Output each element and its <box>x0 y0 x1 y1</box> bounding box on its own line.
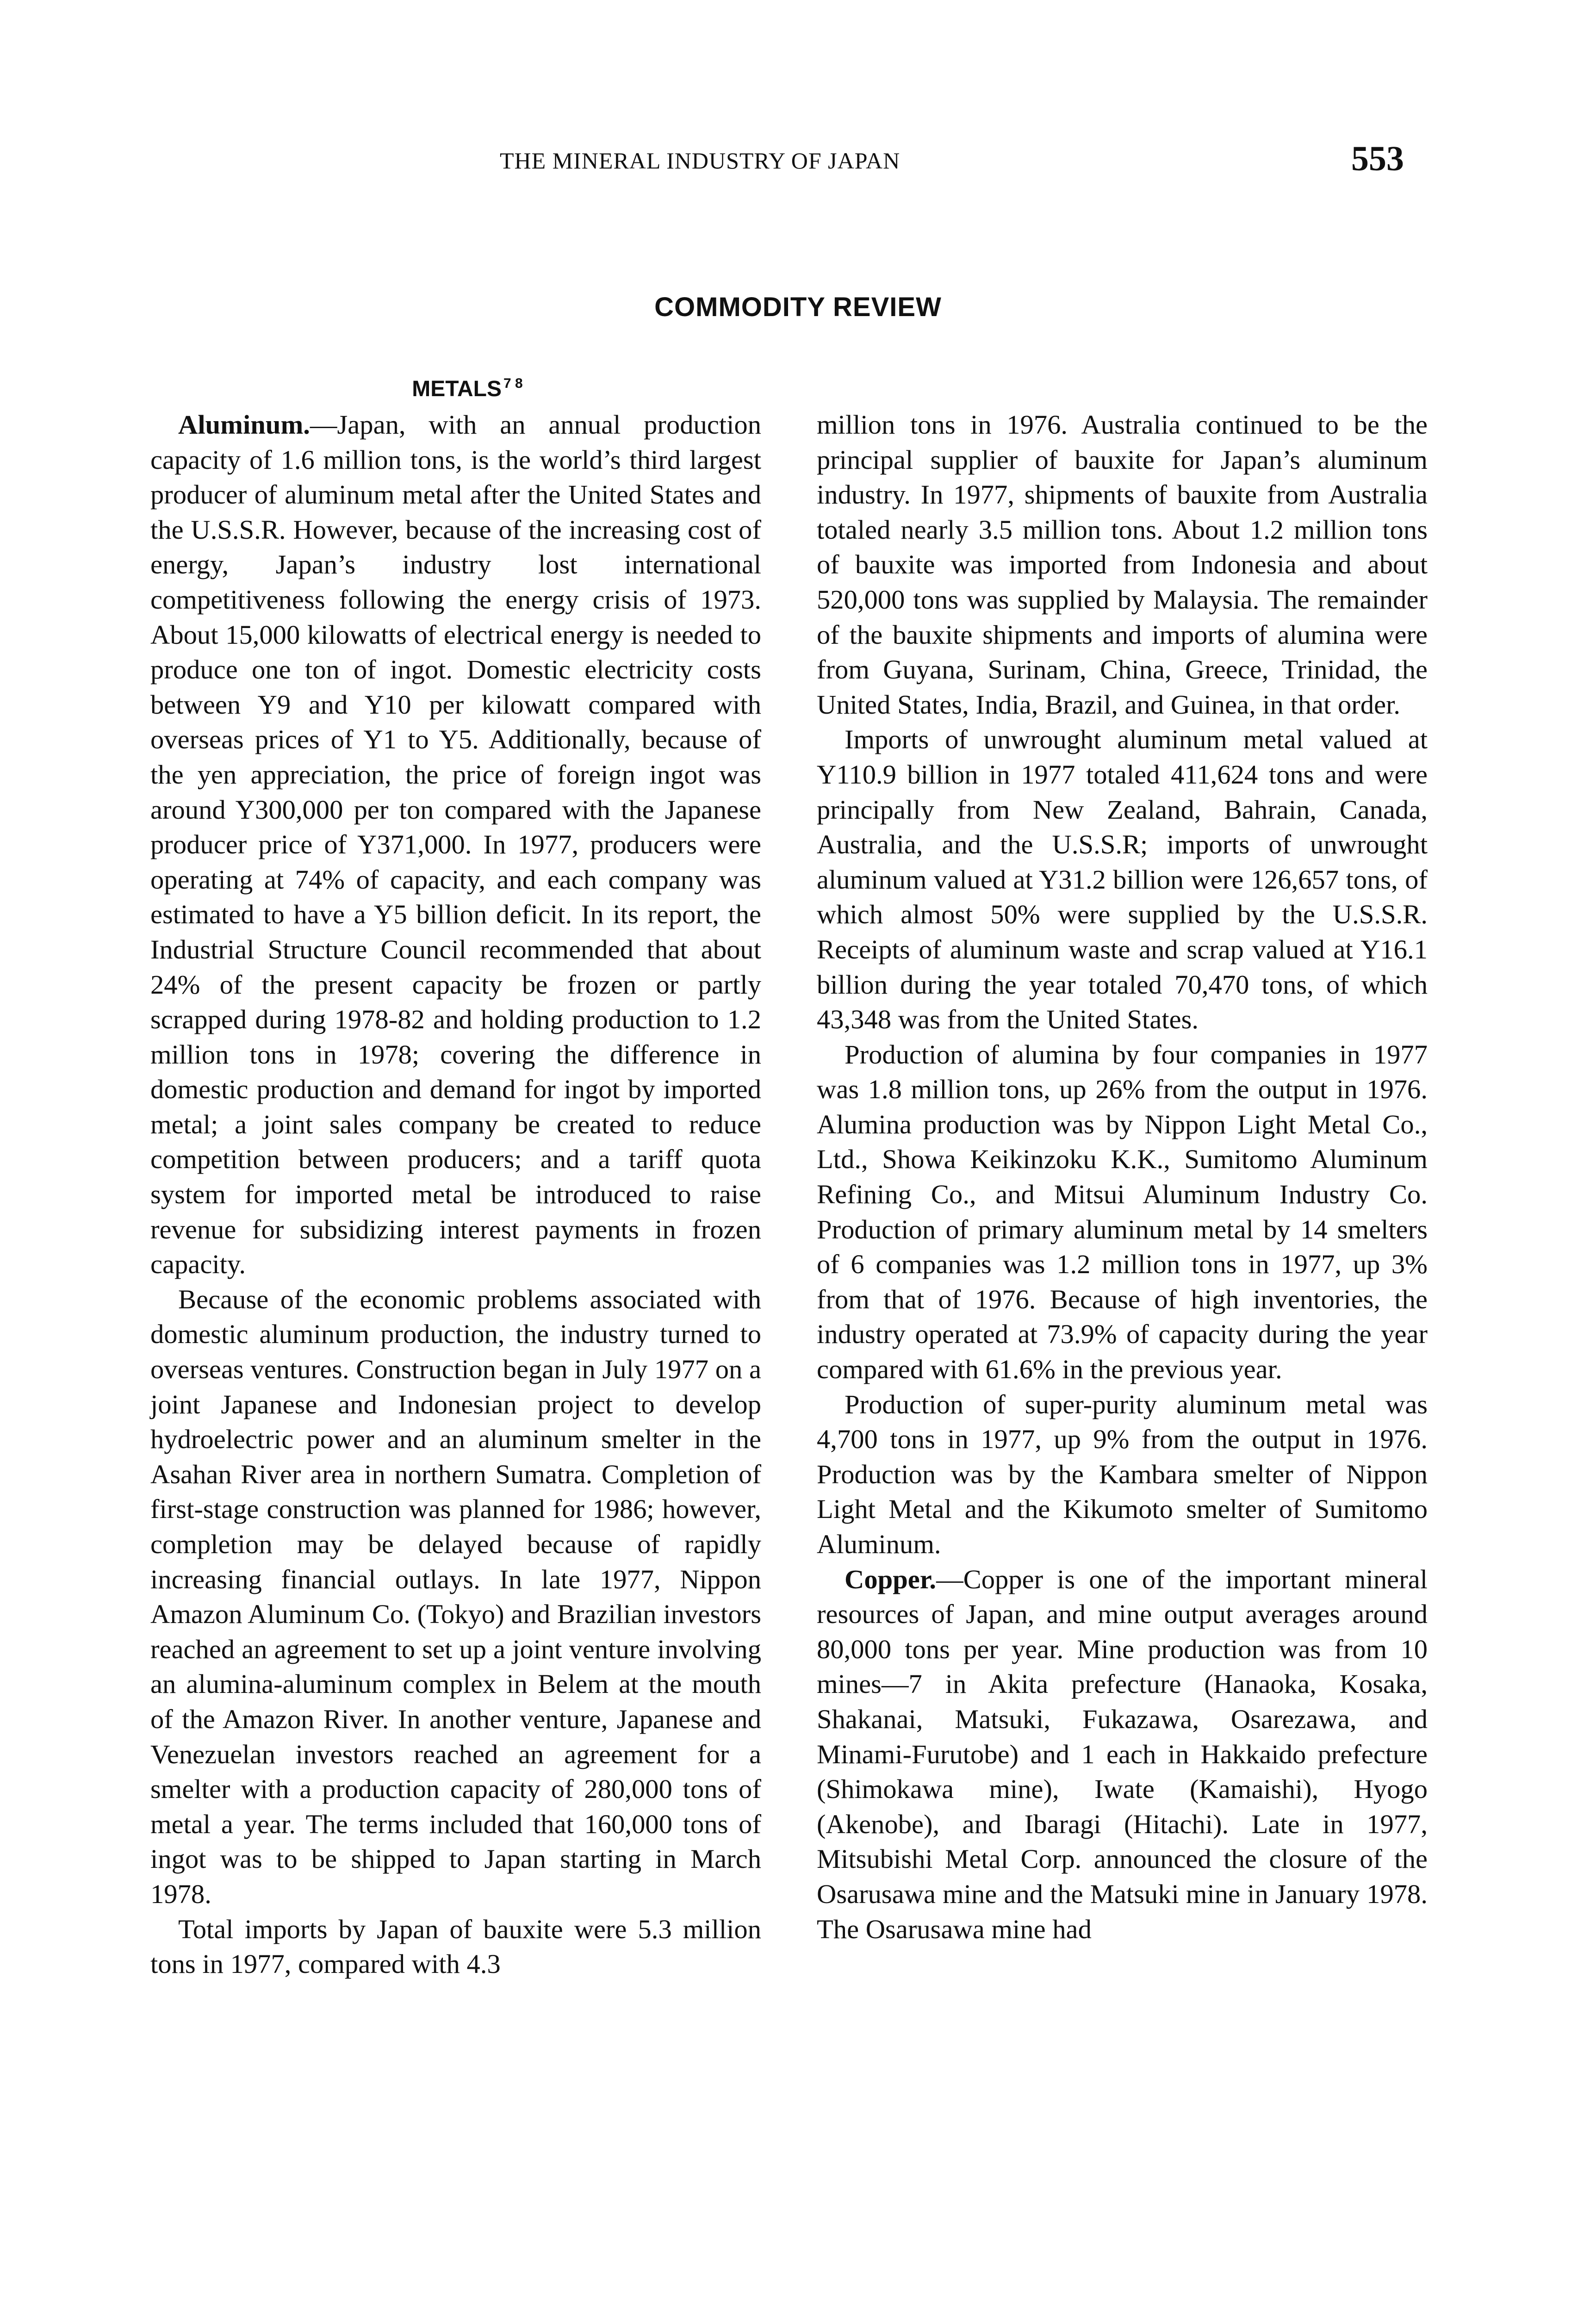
paragraph-text: —Japan, with an annual production capacity of 1.6 million tons, is the world’s third largest producer of aluminum metal after the United States and the U.S.S.R. However, because of the increasing cost of energy, Japan’s industry lost international competitiveness following the energy crisis of 1973. About 15,000 kilowatts of electrical energy is needed to produce one ton of ingot. Domestic electricity costs between Y9 and Y10 per kilowatt compared with overseas prices of Y1 to Y5. Additionally, because of the yen appreciation, the price of foreign ingot was around Y300,000 per ton compared with the Japanese producer price of Y371,000. In 1977, producers were operating at 74% of capacity, and each company was estimated to have a Y5 billion deficit. In its report, the Industrial Structure Council recommended that about 24% of the present capacity be frozen or partly scrapped during 1978-82 and holding production to 1.2 million tons in 1978; covering the difference in domestic production and demand for ingot by imported metal; a joint sales company be created to reduce competition between producers; and a tariff quota system for imported metal be introduced to raise revenue for subsidizing interest payments in frozen capacity. <box>150 410 761 1280</box>
paragraph-text: —Copper is one of the important mineral resources of Japan, and mine output averages around 80,000 tons per year. Mine production was from 10 mines—7 in Akita prefecture (Hanaoka, Kosaka, Shakanai, Matsuki, Fukazawa, Osarezawa, and Minami-Furutobe) and 1 each in Hakkaido prefecture (Shimokawa mine), Iwate (Kamaishi), Hyogo (Akenobe), and Ibaragi (Hitachi). Late in 1977, Mitsubishi Metal Corp. announced the closure of the Osarusawa mine and the Matsuki mine in January 1978. The Osarusawa mine had <box>817 1564 1428 1944</box>
paragraph-copper <box>817 1562 1428 1947</box>
paragraph-alumina-production: Production of alumina by four companies in 1977 was 1.8 million tons, up 26% from the output in 1976. Alumina production was by Nippon Light Metal Co., Ltd., Showa Keikinzoku K.K., Sumitomo Aluminum Refining Co., and Mitsui Aluminum Industry Co. Production of primary aluminum metal by 14 smelters of 6 companies was 1.2 million tons in 1977, up 3% from that of 1976. Because of high inventories, the industry operated at 73.9% of capacity during the year compared with 61.6% in the previous year. <box>817 1039 1428 1385</box>
paragraph-aluminum-intro <box>150 407 761 1282</box>
paragraph-bauxite-imports: Total imports by Japan of bauxite were 5.3 million tons in 1977, compared with 4.3 <box>150 1914 761 1979</box>
section-title: COMMODITY REVIEW <box>654 292 942 322</box>
left-column <box>150 407 761 2314</box>
running-head: THE MINERAL INDUSTRY OF JAPAN <box>500 148 900 174</box>
page-number: 553 <box>1351 139 1404 178</box>
paragraph-bauxite-continued: million tons in 1976. Australia continued to be the principal supplier of bauxite for Japan’s aluminum industry. In 1977, shipments of bauxite from Australia totaled nearly 3.5 million tons. About 1.2 million tons of bauxite was imported from Indonesia and about 520,000 tons was supplied by Malaysia. The remainder of the bauxite shipments and imports of alumina were from Guyana, Surinam, China, Greece, Trinidad, the United States, India, Brazil, and Guinea, in that order. <box>817 410 1428 720</box>
paragraph-super-purity: Production of super-purity aluminum metal was 4,700 tons in 1977, up 9% from the output in 1976. Production was by the Kambara smelter of Nippon Light Metal and the Kikumoto smelter of Sumitomo Aluminum. <box>817 1389 1428 1559</box>
right-column <box>817 407 1428 2314</box>
paragraph-unwrought-imports: Imports of unwrought aluminum metal valued at Y110.9 billion in 1977 totaled 411,624 tons and were principally from New Zealand, Bahrain, Canada, Australia, and the U.S.S.R; imports of unwrought aluminum valued at Y31.2 billion were 126,657 tons, of which almost 50% were supplied by the U.S.S.R. Receipts of aluminum waste and scrap valued at Y16.1 billion during the year totaled 70,470 tons, of which 43,348 was from the United States. <box>817 724 1428 1035</box>
subsection-title <box>176 376 759 402</box>
paragraph-overseas-ventures: Because of the economic problems associated with domestic aluminum production, the industry turned to overseas ventures. Construction began in July 1977 on a joint Japanese and Indonesian project to develop hydroelectric power and an aluminum smelter in the Asahan River area in northern Sumatra. Completion of first-stage construction was planned for 1986; however, completion may be delayed because of rapidly increasing financial outlays. In late 1977, Nippon Amazon Aluminum Co. (Tokyo) and Brazilian investors reached an agreement to set up a joint venture involving an alumina-aluminum complex in Belem at the mouth of the Amazon River. In another venture, Japanese and Venezuelan investors reached an agreement for a smelter with a production capacity of 280,000 tons of metal a year. The terms included that 160,000 tons of ingot was to be shipped to Japan starting in March 1978. <box>150 1284 761 1909</box>
run-in-heading-copper: Copper. <box>845 1564 937 1594</box>
subsection-label: METALS <box>412 377 502 401</box>
footnote-markers: 7 8 <box>503 376 523 391</box>
run-in-heading-aluminum: Aluminum. <box>178 410 310 440</box>
